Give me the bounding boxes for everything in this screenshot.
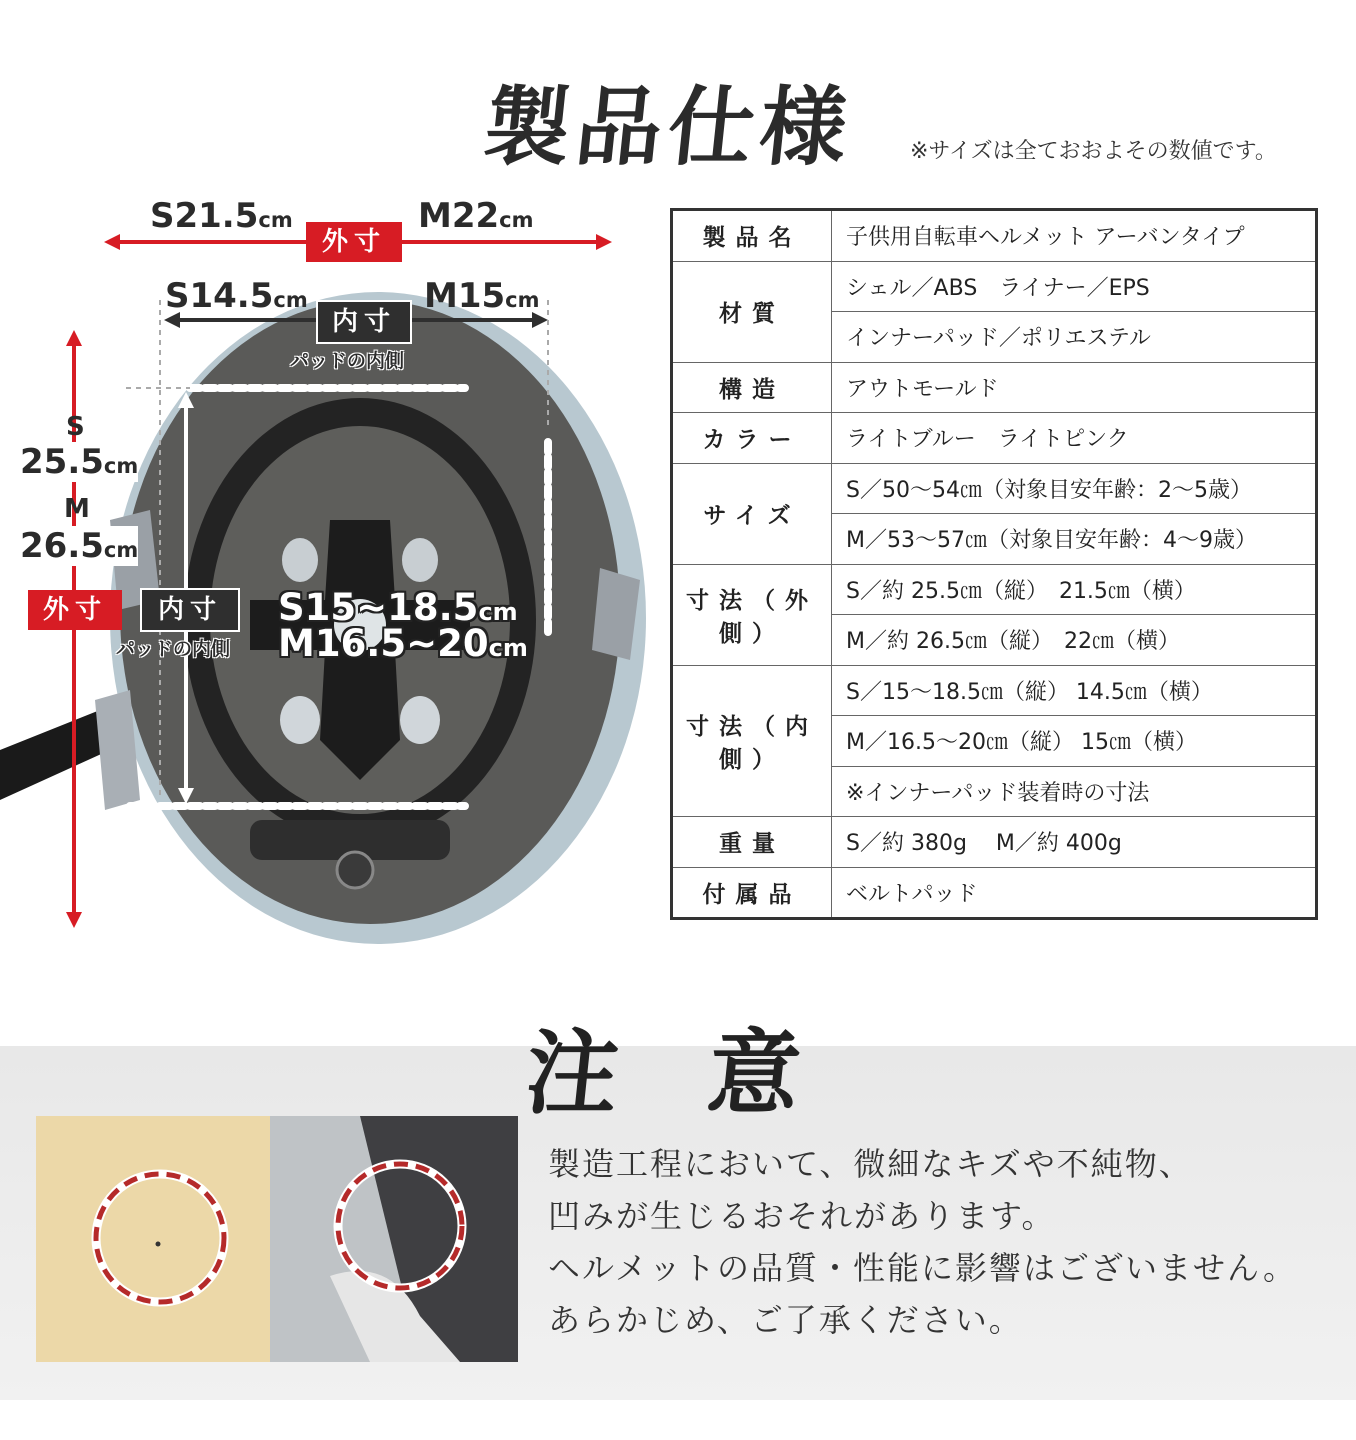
- spec-label: 寸法（内側）: [672, 665, 832, 817]
- outer-size-label: 外寸: [306, 222, 402, 262]
- vent: [282, 538, 318, 582]
- spec-label: 構造: [672, 362, 832, 413]
- spec-table: [670, 208, 1318, 920]
- spec-label: 付属品: [672, 867, 832, 919]
- defect-spot: [156, 1242, 161, 1247]
- caution-title: 注意: [520, 1020, 896, 1127]
- arrowhead: [66, 330, 82, 346]
- spec-value: M／約 26.5㎝（縦） 22㎝（横）: [832, 615, 1317, 666]
- spec-value: ライトブルー ライトピンク: [832, 413, 1317, 464]
- arrowhead: [104, 234, 120, 250]
- page-title: 製品仕様: [478, 78, 858, 178]
- vent: [402, 538, 438, 582]
- scratch-photo-beige: [36, 1116, 280, 1362]
- inner-size-label: 内寸: [316, 300, 412, 344]
- outer-length-m: 26.5cm: [20, 526, 139, 566]
- inner-width-s: S14.5cm: [165, 276, 308, 316]
- arrowhead: [66, 912, 82, 928]
- spec-label: サイズ: [672, 463, 832, 564]
- vent: [400, 696, 440, 744]
- spec-label: 製品名: [672, 210, 832, 262]
- pad-inside-note: パッドの内側: [290, 350, 405, 372]
- fit-dial: [337, 852, 373, 888]
- pad-inside-note-vertical: パッドの内側: [116, 638, 231, 660]
- spec-value: ※インナーパッド装着時の寸法: [832, 766, 1317, 817]
- inner-size-label-vertical: 内寸: [140, 588, 240, 632]
- outer-width-m: M22cm: [418, 196, 534, 236]
- size-note: ※サイズは全ておおよその数値です。: [910, 139, 1277, 164]
- vent: [280, 696, 320, 744]
- spec-label: カラー: [672, 413, 832, 464]
- spec-value: 子供用自転車ヘルメット アーバンタイプ: [832, 210, 1317, 262]
- spec-row: [672, 362, 1317, 413]
- outer-length-s: 25.5cm: [20, 442, 139, 482]
- spec-row: [672, 665, 1317, 716]
- spec-label: 重量: [672, 817, 832, 868]
- outer-length-m-size: M: [64, 494, 90, 524]
- inner-length-m: M16.5~20cm: [278, 622, 528, 665]
- spec-row: [672, 564, 1317, 615]
- spec-label: 材質: [672, 261, 832, 362]
- caution-text: [548, 1138, 1297, 1346]
- spec-value: インナーパッド／ポリエステル: [832, 312, 1317, 363]
- outer-size-label-vertical: 外寸: [28, 590, 122, 630]
- helmet-diagram: [0, 180, 660, 960]
- scratch-photo-foam: [270, 1116, 518, 1362]
- spec-row: [672, 817, 1317, 868]
- outer-length-s-size: S: [66, 412, 85, 442]
- inner-length-s: S15~18.5cm: [278, 586, 518, 629]
- caution-line: 製造工程において、微細なキズや不純物、: [548, 1145, 1193, 1183]
- spec-value: S／50～54㎝（対象目安年齢：2～5歳）: [832, 463, 1317, 514]
- spec-row: [672, 261, 1317, 312]
- outer-width-s: S21.5cm: [150, 196, 293, 236]
- spec-value: M／16.5～20㎝（縦） 15㎝（横）: [832, 716, 1317, 767]
- spec-value: ベルトパッド: [832, 867, 1317, 919]
- spec-row: [672, 413, 1317, 464]
- spec-value: アウトモールド: [832, 362, 1317, 413]
- spec-row: [672, 463, 1317, 514]
- chin-strap: [0, 710, 110, 800]
- spec-value: S／約 25.5㎝（縦） 21.5㎝（横）: [832, 564, 1317, 615]
- spec-label: 寸法（外側）: [672, 564, 832, 665]
- spec-value: シェル／ABS ライナー／EPS: [832, 261, 1317, 312]
- helmet-illustration: [0, 180, 660, 960]
- spec-row: [672, 867, 1317, 919]
- arrowhead: [596, 234, 612, 250]
- caution-line: 凹みが生じるおそれがあります。: [548, 1197, 1056, 1235]
- spec-row: [672, 210, 1317, 262]
- inner-width-m: M15cm: [424, 276, 540, 316]
- caution-line: あらかじめ、ご了承ください。: [548, 1301, 1023, 1339]
- spec-value: M／53～57㎝（対象目安年齢：4～9歳）: [832, 514, 1317, 565]
- spec-value: S／約 380g M／約 400g: [832, 817, 1317, 868]
- spec-value: S／15～18.5㎝（縦） 14.5㎝（横）: [832, 665, 1317, 716]
- caution-line: ヘルメットの品質・性能に影響はございません。: [548, 1249, 1297, 1287]
